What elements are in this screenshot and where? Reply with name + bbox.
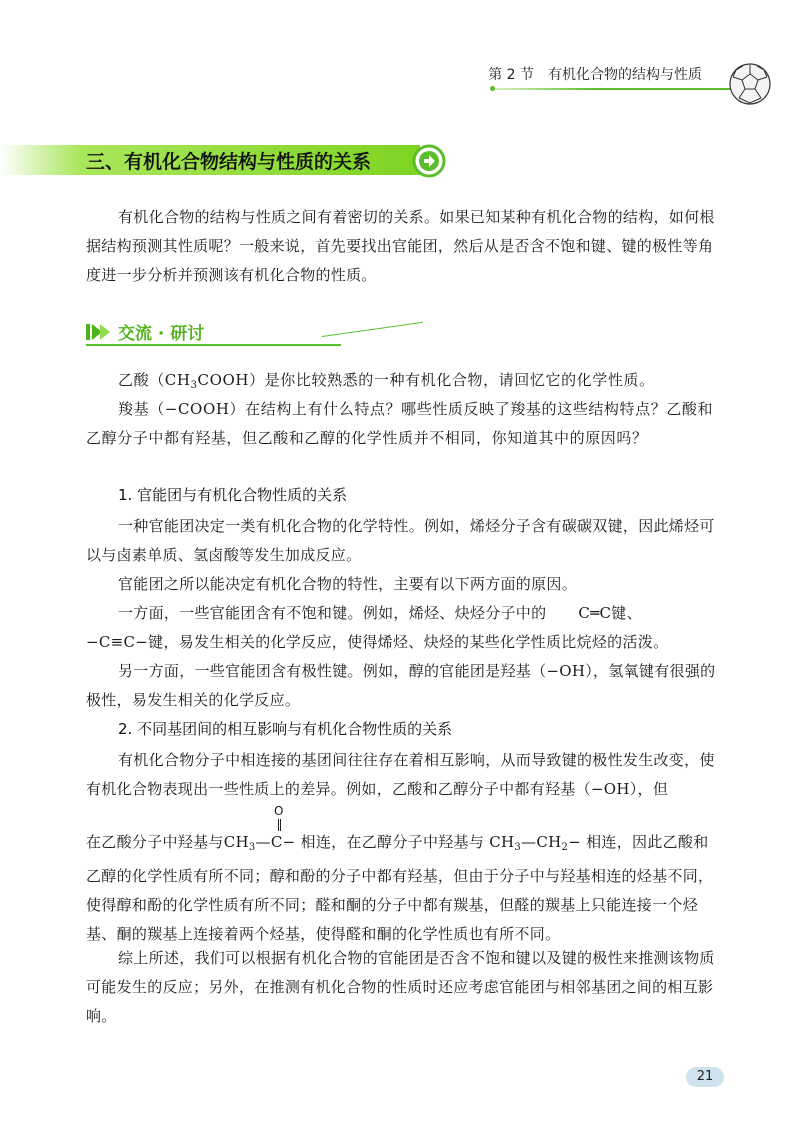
header-text [488,64,702,84]
part1-paragraph-2: 官能团之所以能决定有机化合物的特性，主要有以下两方面的原因。 [118,575,578,593]
exchange-rule [86,344,341,346]
exchange-paragraph-2: 羧基（−COOH）在结构上有什么特点？哪些性质反映了羧基的这些结构特点？乙酸和乙醇分子中都有羟基，但乙酸和乙醇的化学性质并不相同，你知道其中的原因吗？ [86,400,714,447]
part2-paragraph-3: 综上所述，我们可以根据有机化合物的官能团是否含不饱和键以及键的极性来推测该物质可能发生的反应；另外，在推测有机化合物的性质时还应考虑官能团与相邻基团之间的相互影响。 [86,949,715,1025]
part1-paragraph-1: 一种官能团决定一类有机化合物的化学特性。例如，烯烃分子含有碳碳双键，因此烯烃可以与卤素单质、氢卤酸等发生加成反应。 [86,517,715,564]
play-forward-icon [86,322,112,342]
carbonyl-o-label: O [274,804,284,818]
arrow-right-icon [412,144,446,178]
part1-p3-c: 键，易发生相关的化学反应，使得烯烃、炔烃的某些化学性质比烷烃的活泼。 [148,633,669,651]
alkene-bond: C═C [578,604,612,622]
alkyne-bond: −C≡C− [86,633,149,651]
header-title: 有机化合物的结构与性质 [548,67,702,83]
part2-p2-sub3: 2 [561,842,569,853]
intro-paragraph: 有机化合物的结构与性质之间有着密切的关系。如果已知某种有机化合物的结构，如何根据结构预测其性质呢？一般来说，首先要找出官能团，然后从是否含不饱和键、键的极性等角度进一步分析并预测该有机化合物的性质。 [86,208,715,284]
part2-p2-sub1: 3 [248,842,256,853]
exchange-p1-b: COOH）是你比较熟悉的一种有机化合物，请回忆它的化学性质。 [197,371,655,389]
header-rule [492,88,758,90]
part1-p3-b: 键、 [611,604,642,622]
exchange-title: 交流 · 研讨 [118,324,205,344]
part2-p2-c: —CH [521,833,562,851]
part2-paragraph-2 [86,828,722,949]
exchange-heading [86,316,426,346]
header-section: 第 2 节 [488,67,534,83]
part1-p3-a: 一方面，一些官能团含有不饱和键。例如，烯烃、炔烃分子中的 [118,604,547,622]
part1-paragraph-4: 另一方面，一些官能团含有极性键。例如，醇的官能团是羟基（−OH），氢氧键有很强的极性，易发生相关的化学反应。 [86,662,716,709]
exchange-p1-a: 乙酸（CH [118,371,191,389]
exchange-rule-slant [322,322,423,337]
part1-paragraph-3 [86,599,722,657]
part2-p2-sub2: 3 [514,842,522,853]
part2-p2-a: 在乙酸分子中羟基与CH [86,833,249,851]
part1-heading: 1. 官能团与有机化合物性质的关系 [118,486,348,504]
part2-paragraph-1: 有机化合物分子中相连接的基团间往往存在着相互影响，从而导致键的极性发生改变，使有机化合物表现出一些性质上的差异。例如，乙酸和乙醇分子中都有羟基（−OH），但 [86,751,715,798]
fullerene-ball-icon [728,62,772,106]
part2-p2-d: − 相连，因此乙酸和乙醇的化学性质有所不同；醇和酚的分子中都有羟基，但由于分子中与羟基相连的烃基不同，使得醇和酚的化学性质有所不同；醛和酮的分子中都有羰基，但醛的羰基上只能连接一个烃基、酮的羰基上连接着两个烃基，使得醛和酮的化学性质也有所不同。 [86,833,714,943]
exchange-p1-sub: 3 [190,380,198,391]
running-header [470,58,788,98]
page-number: 21 [686,1067,724,1087]
section-banner-fade [0,145,80,175]
section-title: 三、有机化合物结构与性质的关系 [86,151,372,173]
part2-heading: 2. 不同基团间的相互影响与有机化合物性质的关系 [118,720,453,738]
header-rule-dot [490,86,495,91]
part2-p2-b: —C− 相连，在乙醇分子中羟基与 CH [255,833,515,851]
